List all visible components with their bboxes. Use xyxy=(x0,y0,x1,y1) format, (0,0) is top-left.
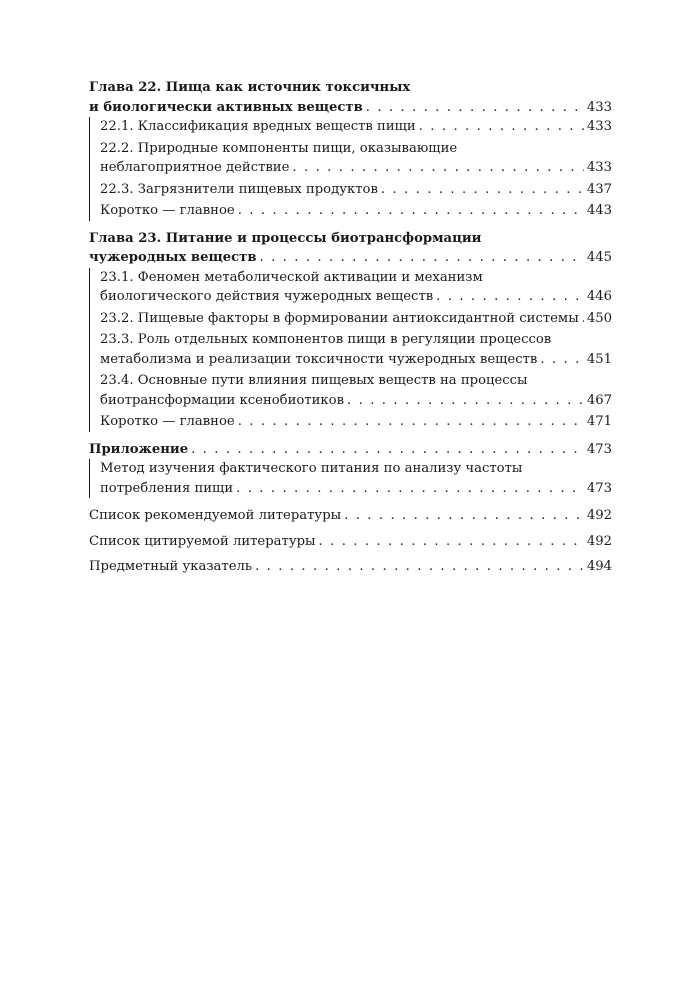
toc-entry-title: 23.2. Пищевые факторы в формировании антиоксидантной системы xyxy=(100,310,579,326)
leader-dots xyxy=(292,158,583,178)
toc-entry-app[interactable] xyxy=(89,440,612,460)
toc-entry-title: 23.1. Феномен метаболической активации и механизм xyxy=(100,269,483,285)
toc-entry-title: 22.3. Загрязнители пищевых продуктов xyxy=(100,181,378,197)
toc-entry-title: Коротко — главное xyxy=(100,414,235,429)
toc-page-number: 450 xyxy=(586,310,612,326)
leader-dots xyxy=(255,557,584,577)
leader-dots xyxy=(344,506,584,526)
toc-page-number: 446 xyxy=(586,289,612,304)
toc-entry-title: неблагоприятное действие xyxy=(100,160,290,175)
leader-dots xyxy=(366,98,584,118)
toc-entry-ch23[interactable] xyxy=(89,229,612,268)
toc-entry-title: Глава 23. Питание и процессы биотрансформации xyxy=(89,230,482,246)
toc-entry-title: 22.1. Классификация вредных веществ пищи xyxy=(100,119,416,134)
toc-page-number: 433 xyxy=(586,119,612,134)
leader-dots xyxy=(381,180,584,200)
leader-dots xyxy=(436,287,584,307)
toc-entry-s23-3[interactable] xyxy=(100,330,612,369)
toc-page-number: 437 xyxy=(586,181,612,197)
toc-entry-title: Коротко — главное xyxy=(100,203,235,218)
toc-page-number: 471 xyxy=(586,414,612,429)
toc-page-number: 473 xyxy=(586,441,612,457)
toc-page-number: 451 xyxy=(586,351,612,367)
leader-dots xyxy=(319,532,584,552)
toc-page-number: 443 xyxy=(586,203,612,218)
toc-entry-title: 23.4. Основные пути влияния пищевых веществ на процессы xyxy=(100,373,528,388)
toc-entry-s23-1[interactable] xyxy=(100,268,612,307)
toc-page-number: 445 xyxy=(586,250,612,265)
toc-page-number: 433 xyxy=(586,99,612,115)
toc-entry-title: биотрансформации ксенобиотиков xyxy=(100,392,345,408)
toc-entry-ch22[interactable] xyxy=(89,78,612,117)
leader-dots xyxy=(236,479,584,499)
leader-dots xyxy=(191,440,584,460)
toc-entry-lit-cit[interactable] xyxy=(89,532,612,552)
toc-entry-title: потребления пищи xyxy=(100,480,234,496)
toc-entry-title: Глава 22. Пища как источник токсичных xyxy=(89,80,411,95)
toc-subsection-group xyxy=(89,268,612,432)
toc-page-number: 467 xyxy=(586,392,612,408)
toc-page-number: 473 xyxy=(586,480,612,496)
leader-dots xyxy=(238,201,584,221)
toc-entry-title: Список цитируемой литературы xyxy=(89,533,316,549)
toc-entry-index[interactable] xyxy=(89,557,612,577)
toc-entry-s22-4[interactable] xyxy=(100,201,612,221)
toc-entry-s23-5[interactable] xyxy=(100,412,612,432)
toc-entry-lit-rec[interactable] xyxy=(89,506,612,526)
toc-entry-s22-1[interactable] xyxy=(100,117,612,137)
toc-entry-s23-4[interactable] xyxy=(100,371,612,410)
toc-page-number: 494 xyxy=(586,559,612,574)
toc-entry-title: и биологически активных веществ xyxy=(89,99,363,115)
toc-entry-title: метаболизма и реализации токсичности чужеродных веществ xyxy=(100,351,538,367)
table-of-contents xyxy=(89,78,612,577)
leader-dots xyxy=(540,350,584,370)
leader-dots xyxy=(238,412,584,432)
toc-page-number: 492 xyxy=(586,533,612,549)
toc-entry-s22-2[interactable] xyxy=(100,139,612,178)
toc-entry-title: Метод изучения фактического питания по анализу частоты xyxy=(100,461,523,476)
toc-subsection-group xyxy=(89,117,612,221)
toc-entry-app-1[interactable] xyxy=(100,459,612,498)
toc-entry-s22-3[interactable] xyxy=(100,180,612,200)
toc-entry-title: чужеродных веществ xyxy=(89,250,257,265)
toc-entry-title: 22.2. Природные компоненты пищи, оказывающие xyxy=(100,140,458,156)
toc-entry-title: Предметный указатель xyxy=(89,559,253,574)
leader-dots xyxy=(582,309,584,329)
toc-entry-title: биологического действия чужеродных веществ xyxy=(100,289,434,304)
leader-dots xyxy=(347,391,584,411)
toc-entry-title: Приложение xyxy=(89,441,189,457)
toc-page-number: 492 xyxy=(586,508,612,523)
toc-entry-s23-2[interactable] xyxy=(100,309,612,329)
toc-subsection-group xyxy=(89,459,612,498)
toc-entry-title: 23.3. Роль отдельных компонентов пищи в регуляции процессов xyxy=(100,332,552,347)
toc-entry-title: Список рекомендуемой литературы xyxy=(89,508,342,523)
leader-dots xyxy=(419,117,584,137)
toc-page-number: 433 xyxy=(586,160,612,175)
leader-dots xyxy=(260,248,584,268)
